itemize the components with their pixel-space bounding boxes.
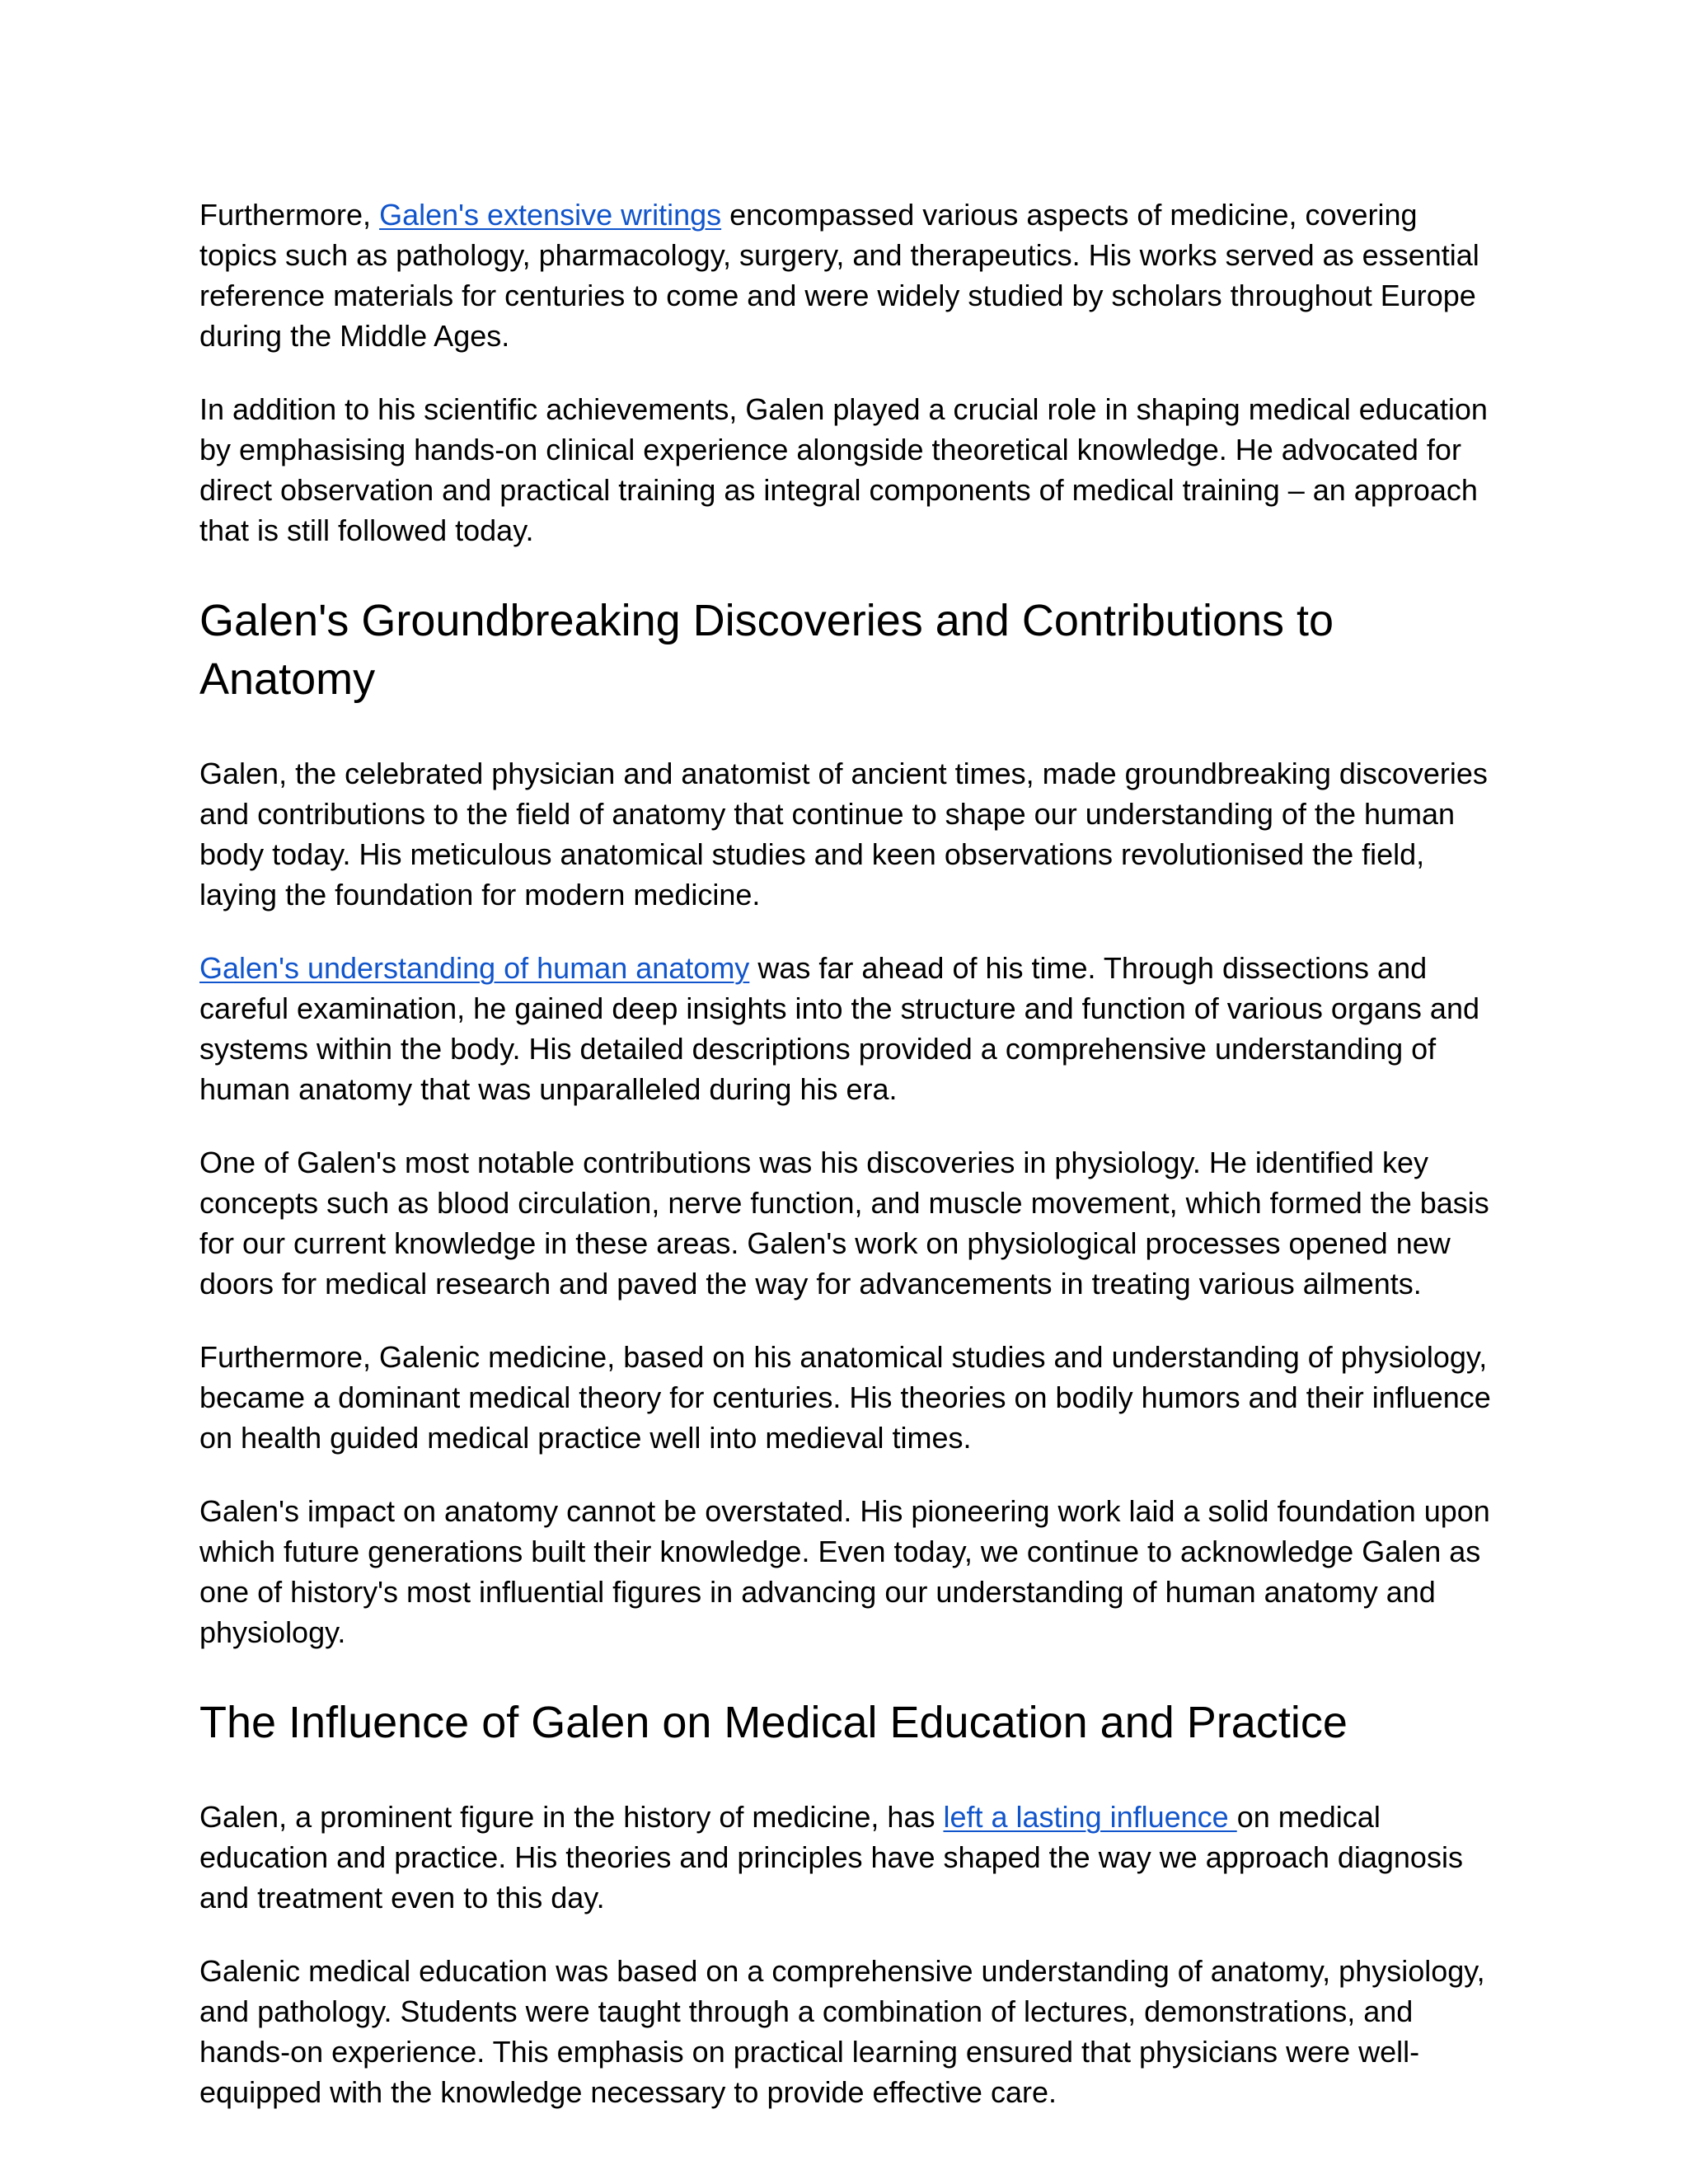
galens-extensive-writings-link[interactable]: Galen's extensive writings <box>379 198 722 232</box>
section-heading-medical-education: The Influence of Galen on Medical Education and Practice <box>199 1698 1348 1747</box>
anatomy-paragraph-4: Furthermore, Galenic medicine, based on his anatomical studies and understanding of physiology, became a dominant medical theory for centuries. His theories on bodily humors and their influence on health guided medical practice well into medieval times. <box>199 1340 1491 1455</box>
left-a-lasting-influence-link[interactable]: left a lasting influence <box>943 1800 1237 1834</box>
anatomy-paragraph-2 <box>199 948 1502 1109</box>
education-paragraph-1-rest: on medical education and practice. His theories and principles have shaped the way we approach diagnosis and treatment even to this day. <box>199 1800 1463 1915</box>
section-heading-anatomy: Galen's Groundbreaking Discoveries and Contributions to Anatomy <box>199 596 1334 704</box>
intro-paragraph-2: In addition to his scientific achievements, Galen played a crucial role in shaping medical education by emphasising hands-on clinical experience alongside theoretical knowledge. He advocated for direct observation and practical training as integral components of medical training – an approach that is still followed today. <box>199 392 1488 547</box>
intro-paragraph-1-rest: encompassed various aspects of medicine, covering topics such as pathology, pharmacology, surgery, and therapeutics. His works served as essential reference materials for centuries to come and were widely studied by scholars throughout Europe during the Middle Ages. <box>199 198 1479 353</box>
education-paragraph-1 <box>199 1797 1502 1918</box>
education-paragraph-2: Galenic medical education was based on a comprehensive understanding of anatomy, physiology, and pathology. Students were taught through a combination of lectures, demonstrations, and hands-on experience. This emphasis on practical learning ensured that physicians were well-equipped with the knowledge necessary to provide effective care. <box>199 1954 1485 2109</box>
education-paragraph-1-lead: Galen, a prominent figure in the history of medicine, has <box>199 1800 944 1834</box>
anatomy-paragraph-3: One of Galen's most notable contributions was his discoveries in physiology. He identified key concepts such as blood circulation, nerve function, and muscle movement, which formed the basis for our current knowledge in these areas. Galen's work on physiological processes opened new doors for medical research and paved the way for advancements in treating various ailments. <box>199 1146 1489 1301</box>
galens-understanding-of-human-anatomy-link[interactable]: Galen's understanding of human anatomy <box>199 951 750 985</box>
intro-paragraph-1 <box>199 194 1502 356</box>
intro-paragraph-1-lead: Furthermore, <box>199 198 380 232</box>
document-page <box>199 194 1502 2145</box>
anatomy-paragraph-1: Galen, the celebrated physician and anatomist of ancient times, made groundbreaking discoveries and contributions to the field of anatomy that continue to shape our understanding of the human body today. His meticulous anatomical studies and keen observations revolutionised the field, laying the foundation for modern medicine. <box>199 757 1488 912</box>
anatomy-paragraph-5: Galen's impact on anatomy cannot be overstated. His pioneering work laid a solid foundation upon which future generations built their knowledge. Even today, we continue to acknowledge Galen as one of history's most influential figures in advancing our understanding of human anatomy and physiology. <box>199 1494 1490 1649</box>
anatomy-paragraph-2-rest: was far ahead of his time. Through dissections and careful examination, he gained deep insights into the structure and function of various organs and systems within the body. His detailed descriptions provided a comprehensive understanding of human anatomy that was unparalleled during his era. <box>199 951 1479 1106</box>
